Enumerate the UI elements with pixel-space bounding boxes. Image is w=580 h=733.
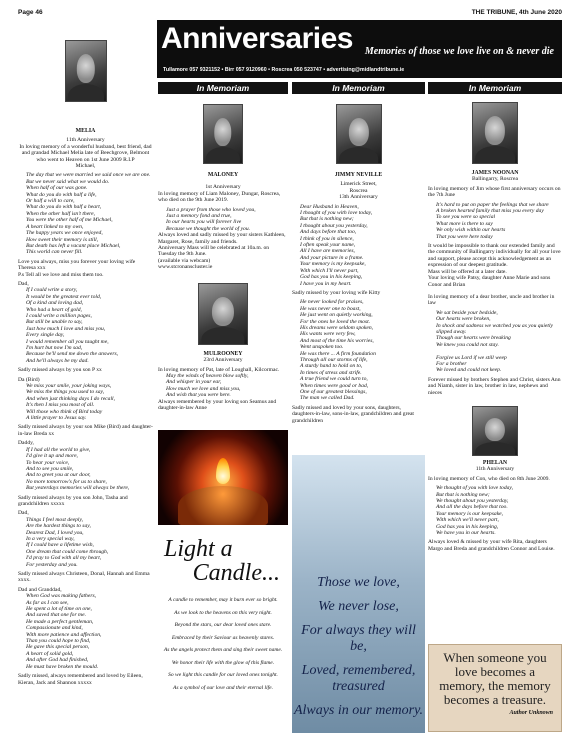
noonan-address: Ballingarry, Roscrea bbox=[472, 176, 518, 183]
photo-maloney bbox=[203, 104, 243, 164]
noonan-thanks: It would be impossible to thank our extended family and the community of Ballingarry individually for all your love and support, please accept this acknowledgement as an expression of our deepest gratitude. Mass will be offered at a later date. Your loving wife Patsy, daughter Anne Marie and sons Conor and Brian bbox=[428, 243, 561, 288]
melia-verse-1: The day that we were married we said once we are one. But we never said what we would do. When half of our was gone. What do you do with half a life, Or half a will to care, What do you do with half a heart, When the other half isn't there, You were the other half of me Michael, A heart linked to my own, The happy years we once enjoyed, How sweet their memory is still, But death has left a vacant place Michael, This world can never fill. bbox=[26, 172, 151, 256]
photo-mulrooney bbox=[198, 283, 248, 345]
memory-quote-box bbox=[428, 644, 562, 732]
melia-verse-2: If I could write a story, It would be the greatest ever told, Of a kind and loving dad, Who had a heart of gold, I could write a million pages, But still be unable to say, Just how much I love and miss you, Every single day, I would remember all you taught me, I'm hurt but now I'm sad, Because he'll send me down the answers, And he'll always be my dad. bbox=[26, 287, 119, 364]
notice-neville bbox=[292, 98, 425, 452]
banner-in-memoriam-2: In Memoriam bbox=[292, 82, 425, 94]
those-we-love-line-4: Loved, remembered, treasured bbox=[301, 663, 416, 694]
noonan-verse-2: We sat beside your bedside, Our hearts were broken, In shock and sadness we watched you as you quietly slipped away. Though our hearts were breaking We knew you could not stay. Forgive us Lord if we still weep For a brother We loved and could not keep. bbox=[436, 309, 553, 374]
memory-quote-author: Author Unknown bbox=[509, 710, 553, 716]
melia-sign-3: Sadly missed always by your son Mike (Bird) and daughter-in-law Breda xx bbox=[18, 424, 153, 437]
photo-neville bbox=[336, 104, 382, 164]
maloney-name: MALONEY bbox=[207, 172, 239, 178]
melia-verse-3: We miss your smile, your joking ways, We miss the things you used to say, And when just thinking days I do recall, It's then I miss you most of all. Will those who think of Bird today A little prayer to Jesus say. bbox=[26, 383, 115, 422]
page-header bbox=[18, 6, 562, 18]
phelan-sign: Always loved & missed by your wife Rita, daughters Margo and Breda and grandchildren Connor and Louise. bbox=[428, 539, 555, 552]
melia-sign-5: Sadly missed always Christeen, Donal, Hannah and Emma xxxx. bbox=[18, 571, 150, 584]
those-we-love-line-2: We never lose, bbox=[318, 599, 399, 614]
neville-verse-1: Dear Husband in Heaven, I thought of you with love today, But that is nothing new; I thought about you yesterday, And days before that too, I think of you in silence, I often speak your name, All I have are memories, And your picture in a frame. Your memory is my keepsake, With which I'll never part, God has you in his keeping, I have you in my heart. bbox=[300, 203, 373, 287]
noonan-verse: It's hard to put on paper the feelings that we share A broken hearted family that miss you every day To see you were so special What more is there to say We only wish within our hearts That you were here today bbox=[436, 201, 549, 240]
neville-sign-2: Sadly missed and loved by your sons, daughters, daughters-in-law, sons-in-law, grandchildren and great grandchildren bbox=[292, 404, 414, 424]
neville-sign-1: Sadly missed by your loving wife Kitty bbox=[292, 289, 381, 296]
neville-address: Limerick Street, Roscrea bbox=[340, 181, 377, 194]
melia-verse-4: If I had all the world to give, I'd give it up and more, To hear your voice, And to see you smile, And to greet you at our door, No more tomorrow's for us to share, But yesterdays memories will always be there, bbox=[26, 446, 130, 492]
candle-line-6: We honor their life with the glow of this flame. bbox=[171, 659, 275, 666]
melia-sign-1: Love you always, miss you forever your loving wife Theresa xxx P.s Tell all we love and miss them too. bbox=[18, 258, 136, 278]
melia-intro: In loving memory of a wonderful husband, best friend, dad and grandad Michael Melia late of Beechgrove, Belmont who went to Heaven on 1st June 2009 R.I.P Michael, bbox=[19, 143, 152, 170]
mulrooney-anniversary: 23rd Anniversary bbox=[203, 357, 243, 364]
mulrooney-sign: Always remembered by your loving son Seamus and daughter-in-law Anne bbox=[158, 398, 277, 411]
melia-name: MELIA bbox=[75, 128, 96, 134]
neville-verse-2: He never looked for praises, He was never one to boast, He just went on quietly working, For the ones he loved the most. His dreams were seldom spoken, His wants were very few, And most of the time his worries, Went unspoken too. He was there ... A firm foundation Through all our storms of life, A sturdy hand to hold on to, In times of stress and strife. A true friend we could turn to, When times were good or bad, One of our greatest blessings, The man we called Dad. bbox=[300, 299, 376, 402]
those-we-love-line-5: Always in our memory. bbox=[293, 703, 424, 718]
melia-heading-da-bird: Da (Bird) bbox=[18, 376, 40, 383]
notice-melia bbox=[18, 40, 153, 732]
phelan-name: PHELAN bbox=[482, 460, 508, 466]
masthead-contact: Tullamore 057 9321152 • Birr 057 9120960 • Roscrea 050 523747 • advertising@midlandtribune.ie bbox=[163, 67, 405, 73]
memory-quote-text: When someone you love becomes a memory, the memory becomes a treasure. bbox=[439, 650, 551, 707]
banner-in-memoriam-1: In Memoriam bbox=[158, 82, 288, 94]
light-a-candle-title-1: Light a bbox=[164, 536, 233, 562]
photo-noonan bbox=[472, 102, 518, 164]
melia-anniversary: 11th Anniversary bbox=[66, 137, 105, 144]
noonan-intro: In loving memory of Jim whose first anniversary occurs on the 7th June bbox=[428, 185, 561, 199]
candle-line-8: As a symbol of our love and their eternal life. bbox=[173, 684, 273, 691]
mulrooney-verse: May the winds of heaven blow softly, And whisper in your ear, How much we love and miss you, And wish that you were here. bbox=[166, 372, 249, 399]
photo-melia bbox=[65, 40, 107, 102]
noonan-sign: Forever missed by brothers Stephen and Christ, sisters Ann and Niamh, sister in law, brother in law, nephews and nieces bbox=[428, 376, 561, 396]
photo-phelan bbox=[472, 406, 518, 456]
candle-line-2: As we look to the heavens on this very night. bbox=[174, 609, 272, 616]
melia-heading-daddy: Daddy, bbox=[18, 440, 34, 447]
notice-noonan bbox=[428, 98, 562, 642]
melia-heading-dad-granddad: Dad and Granddad, bbox=[18, 586, 62, 593]
noonan-intro-2: In loving memory of a dear brother, uncle and brother in law bbox=[428, 293, 555, 307]
melia-verse-5: Things I feel most deeply, Are the hardest things to say, Dearest Dad, I loved you, In a very special way, If I could have a lifetime wish, One dream that could come through, I'd pray to God with all my heart, For yesterday and you. bbox=[26, 516, 109, 568]
publication-date: THE TRIBUNE, 4th June 2020 bbox=[471, 8, 562, 16]
those-we-love-poem bbox=[292, 455, 425, 733]
mulrooney-name: MULROONEY bbox=[203, 350, 243, 357]
maloney-verse: Just a prayer from those who loved you, Just a memory fond and true, In our hearts you will forever live Because we thought the world of you. bbox=[166, 206, 256, 232]
candle-line-5: As the angels protect them and sing their sweet name. bbox=[163, 647, 283, 653]
banner-in-memoriam-3: In Memoriam bbox=[428, 82, 562, 94]
those-we-love-line-3: For always they will be, bbox=[301, 623, 416, 654]
candle-line-1: A candle to remember, may it burn ever so bright. bbox=[168, 597, 278, 603]
candle-line-3: Beyond the stars, our dear loved ones stare. bbox=[174, 622, 272, 628]
light-a-candle-title-2: Candle... bbox=[192, 560, 280, 586]
melia-sign-6: Sadly missed, always remembered and loved by Eileen, Kieran, Jack and Shannon xxxxx bbox=[18, 673, 143, 686]
neville-name: JIMMY NEVILLE bbox=[334, 172, 383, 178]
melia-heading-dad: Dad, bbox=[18, 280, 29, 287]
maloney-sign: Always loved and sadly missed by your sisters Kathleen, Margaret, Rose, family and friends. Anniversary Mass will be celebrated at 10a.m. on Tuesday the 9th June. (available via webcam) www.stcronanscluster.ie bbox=[158, 232, 286, 271]
those-we-love-line-1: Those we love, bbox=[317, 575, 400, 590]
maloney-anniversary: 1st Anniversary bbox=[205, 184, 241, 191]
phelan-anniversary: 11th Anniversary bbox=[475, 466, 515, 473]
melia-sign-4: Sadly missed always by you son John, Tasha and grandchildren xxxxx bbox=[18, 494, 128, 507]
phelan-intro: In loving memory of Con, who died on 8th June 2009. bbox=[428, 475, 550, 482]
page-number: Page 46 bbox=[18, 8, 43, 16]
maloney-intro: In loving memory of Liam Maloney, Dungar, Roscrea, who died on the 9th June 2019. bbox=[158, 190, 281, 204]
notice-maloney bbox=[158, 98, 288, 426]
melia-verse-6: When God was making fathers, As far as I can see, He spent a lot of time on one, And saved that one for me. He made a perfect gentleman, Compassionate and kind, With more patience and affection, Than you could hope to find, He gave this special person, A heart of solid gold, And after God had finished, He must have broken the mould. bbox=[26, 593, 102, 670]
masthead bbox=[157, 20, 562, 78]
neville-anniversary: 13th Anniversary bbox=[339, 194, 378, 201]
noonan-name: JAMES NOONAN bbox=[471, 170, 519, 176]
masthead-title: Anniversaries bbox=[161, 22, 353, 55]
melia-sign-2: Sadly missed always by you son P xx bbox=[18, 367, 102, 374]
phelan-verse: We thought of you with love today, But that is nothing new; We thought about you yesterday, And all the days before that too. Your memory is our keepsake, With which we'll never part, God has you in his keeping, We have you in our hearts. bbox=[436, 485, 514, 537]
candle-line-7: So we light this candle for our loved ones tonight. bbox=[168, 672, 278, 678]
masthead-tagline: Memories of those we love live on & never die bbox=[364, 46, 554, 57]
light-a-candle-poem bbox=[158, 527, 288, 732]
melia-heading-dad-2: Dad, bbox=[18, 510, 29, 517]
mulrooney-intro: In loving memory of Pat, late of Loughall, Kilcormac. bbox=[158, 366, 280, 373]
candle-line-4: Embraced by their Saviour as heavenly stares. bbox=[171, 634, 275, 641]
candle-in-hands-image bbox=[158, 430, 288, 525]
